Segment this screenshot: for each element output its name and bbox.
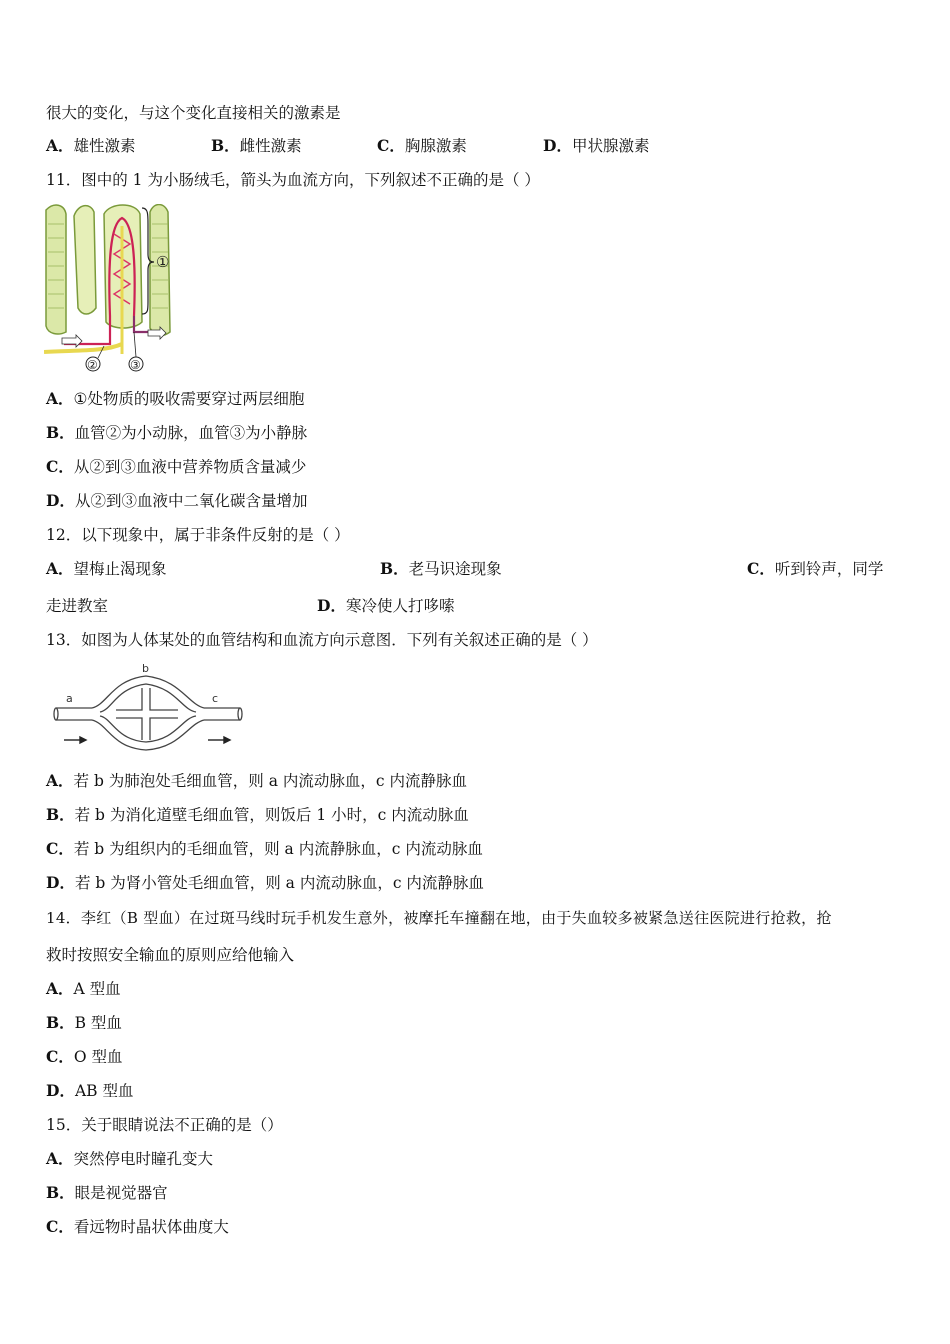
option-text: 听到铃声，同学: [774, 560, 884, 578]
q14-stem-line2: 救时按照安全输血的原则应给他输入: [46, 946, 295, 964]
q15-option-b: [46, 1183, 168, 1203]
option-label: A．: [46, 1149, 74, 1168]
q11-option-d: [46, 491, 307, 511]
q13-option-d: [46, 873, 484, 893]
capillary-label-a: a: [66, 692, 73, 705]
capillary-label-c: c: [212, 692, 219, 705]
q13-stem: 13．如图为人体某处的血管结构和血流方向示意图．下列有关叙述正确的是（ ）: [46, 631, 598, 649]
option-text: ①处物质的吸收需要穿过两层细胞: [73, 390, 305, 408]
q14-option-a: [46, 979, 121, 999]
option-label: A．: [46, 389, 74, 408]
villus-figure: [44, 204, 184, 374]
option-text: 寒冷使人打哆嗦: [345, 597, 455, 615]
option-label: D．: [46, 491, 75, 510]
capillary-label-b: b: [142, 662, 149, 675]
q12-option-b: [380, 559, 502, 579]
option-text: 若 b 为组织内的毛细血管，则 a 内流静脉血，c 内流动脉血: [73, 840, 483, 858]
option-text: AB 型血: [74, 1082, 134, 1100]
q12-option-c: [747, 559, 883, 579]
option-text: 望梅止渴现象: [73, 560, 167, 578]
q11-stem: 11．图中的 1 为小肠绒毛，箭头为血流方向，下列叙述不正确的是（ ）: [46, 171, 540, 189]
villus-label-3: ③: [130, 358, 141, 372]
option-label: C．: [46, 457, 74, 476]
option-label: C．: [747, 559, 775, 578]
villus-label-2: ②: [87, 358, 98, 372]
option-label: A．: [46, 136, 74, 155]
q14-option-b: [46, 1013, 122, 1033]
q13-option-b: [46, 805, 469, 825]
q14-option-c: [46, 1047, 122, 1067]
option-text: 胸腺激素: [404, 137, 467, 155]
q11-option-b: [46, 423, 307, 443]
q15-stem: 15．关于眼睛说法不正确的是（）: [46, 1116, 283, 1134]
option-text: 突然停电时瞳孔变大: [73, 1150, 214, 1168]
option-label: B．: [46, 423, 75, 442]
option-label: A．: [46, 559, 74, 578]
option-text: O 型血: [73, 1048, 123, 1066]
option-label: B．: [211, 136, 240, 155]
q15-option-c: [46, 1217, 229, 1237]
option-label: C．: [377, 136, 405, 155]
q12-option-a: [46, 559, 167, 579]
option-text: 血管②为小动脉，血管③为小静脉: [74, 424, 308, 442]
q11-option-a: [46, 389, 304, 409]
q10-option-a: [46, 136, 136, 156]
option-label: C．: [46, 1217, 74, 1236]
q14-stem-line1: 14．李红（B 型血）在过斑马线时玩手机发生意外，被摩托车撞翻在地，由于失血较多被紧急送往医院进行抢救，抢: [46, 909, 832, 927]
option-text: 从②到③血液中营养物质含量减少: [73, 458, 307, 476]
q15-option-a: [46, 1149, 213, 1169]
option-text: 甲状腺激素: [571, 137, 650, 155]
option-label: C．: [46, 1047, 74, 1066]
q14-option-d: [46, 1081, 133, 1101]
option-label: B．: [46, 1013, 75, 1032]
q12-option-c-cont: 走进教室: [46, 597, 109, 615]
capillary-figure: [52, 660, 246, 754]
option-label: D．: [46, 873, 75, 892]
option-label: A．: [46, 771, 74, 790]
option-label: D．: [46, 1081, 75, 1100]
option-text: 若 b 为肾小管处毛细血管，则 a 内流动脉血，c 内流静脉血: [74, 874, 484, 892]
option-text: 雄性激素: [73, 137, 136, 155]
option-text: A 型血: [73, 980, 121, 998]
option-text: 若 b 为肺泡处毛细血管，则 a 内流动脉血，c 内流静脉血: [73, 772, 468, 790]
q10-stem-tail: 很大的变化，与这个变化直接相关的激素是: [46, 104, 341, 122]
option-text: B 型血: [74, 1014, 122, 1032]
option-text: 雌性激素: [239, 137, 302, 155]
option-label: D．: [317, 596, 346, 615]
q12-option-d: [317, 596, 454, 616]
option-label: D．: [543, 136, 572, 155]
q10-option-d: [543, 136, 649, 156]
q10-option-b: [211, 136, 302, 156]
q13-option-c: [46, 839, 483, 859]
villus-label-1: ①: [156, 253, 170, 271]
q11-option-c: [46, 457, 306, 477]
option-text: 若 b 为消化道壁毛细血管，则饭后 1 小时，c 内流动脉血: [74, 806, 469, 824]
option-label: B．: [46, 1183, 75, 1202]
q10-option-c: [377, 136, 467, 156]
option-text: 从②到③血液中二氧化碳含量增加: [74, 492, 308, 510]
option-text: 眼是视觉器官: [74, 1184, 168, 1202]
q13-option-a: [46, 771, 467, 791]
option-label: B．: [380, 559, 409, 578]
option-label: C．: [46, 839, 74, 858]
option-text: 老马识途现象: [408, 560, 502, 578]
q12-stem: 12．以下现象中，属于非条件反射的是（ ）: [46, 526, 350, 544]
option-label: A．: [46, 979, 74, 998]
option-label: B．: [46, 805, 75, 824]
option-text: 看远物时晶状体曲度大: [73, 1218, 229, 1236]
